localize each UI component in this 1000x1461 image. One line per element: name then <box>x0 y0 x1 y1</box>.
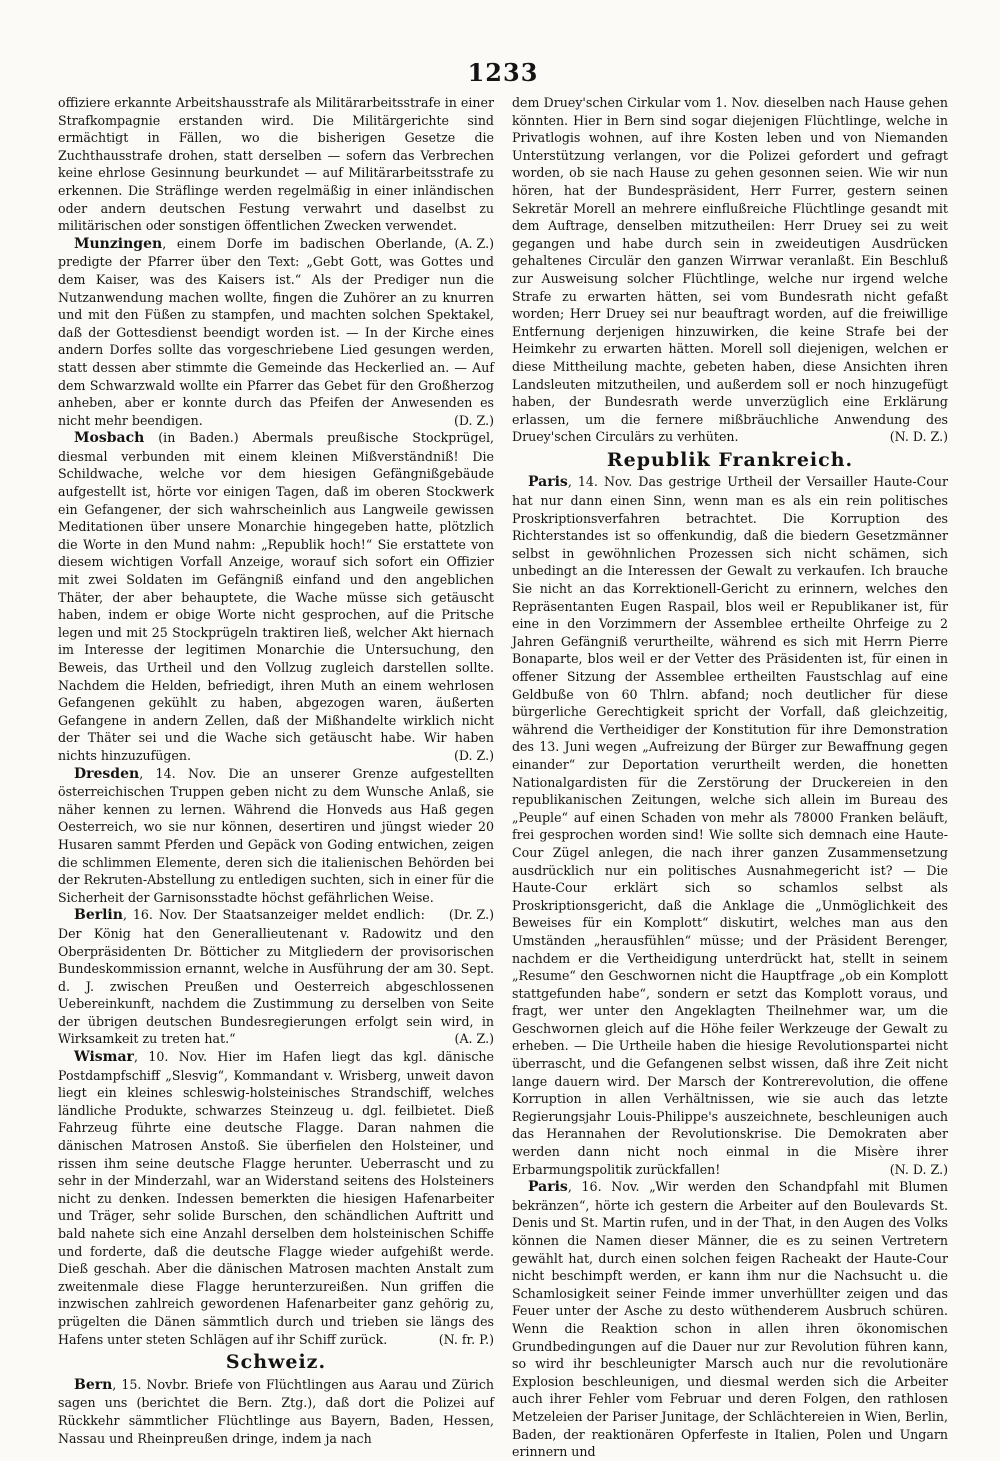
article-paragraph <box>512 473 948 1178</box>
newspaper-page <box>58 52 948 1460</box>
article-dateline: Munzingen <box>74 235 163 252</box>
left-column <box>58 94 494 1446</box>
article-paragraph <box>58 1048 494 1348</box>
article-dateline: Paris <box>528 474 568 491</box>
article-dateline: Berlin <box>74 907 123 924</box>
source-signature: (A. Z.) <box>454 235 494 251</box>
article-text: , 10. Nov. Hier im Hafen liegt das kgl. dänische Postdampfschiff „Slesvig“, Kommandant v. Wrisberg, unweit davon liegt ein kleines schleswig-holsteinisches Strandschiff, welches ländliche Produkte, schwarzes Steinzeug u. dgl. feilbietet. Dieß Fahrzeug führte eine deutsche Flagge. Daran nahmen die dänischen Matrosen Anstoß. Sie überfielen den Holsteiner, und rissen ihm seine deutsche Flagge herunter. Ueberrascht und zu sehr in der Minderzahl, war an Widerstand seitens des Holsteiners nicht zu denken. Indessen bemerkten die hiesigen Hafenarbeiter und Träger, sehr solide Burschen, den schändlichen Auftritt und bald nahete sich eine Anzahl derselben dem holsteinischen Schiffe und forderte, daß die deutsche Flagge wieder aufgehißt werde. Dieß geschah. Aber die dänischen Matrosen machten Anstalt zum zweitenmale diese Flagge herunterzureißen. Nun griffen die inzwischen zahlreich gewordenen Hafenarbeiter ganz gehörig zu, prügelten die Dänen sämmtlich durch und trieben sie längs des Hafens unter steten Schlägen auf ihr Schiff zurück. <box>58 1049 494 1347</box>
article-text: , 16. Nov. „Wir werden den Schandpfahl mit Blumen bekränzen“, hörte ich gestern die Arbeiter auf den Boulevards St. Denis und St. Martin rufen, und in der That, in den Augen des Volks können die Namen dieser Männer, die es zu seinen Vertretern gewählt hat, durch einen solchen feigen Racheakt der Haute-Cour nicht beschimpft werden, er kann ihm nur die Nachsucht u. die Schamlosigkeit seiner Feinde immer unverhüllter zeigen und das Feuer unter der Asche zu desto wüthenderem Ausbruch schüren. Wenn die Reaktion schon in allen ihren ökonomischen Grundbedingungen auf die Dauer nur zur Revolution führen kann, so wird ihr beschleunigter Marsch auch nur die revolutionäre Explosion beschleunigen, und diesmal werden sich die Arbeiter auch ihrer Fehler vom Februar und deren Folgen, den rathlosen Metzeleien der Pariser Junitage, der Schlächtereien in Wien, Berlin, Baden, der reaktionären Opferfeste in Italien, Polen und Ungarn erinnern und <box>512 1179 948 1460</box>
article-paragraph <box>58 1376 494 1447</box>
article-paragraph <box>512 1178 948 1461</box>
article-paragraph <box>58 429 494 764</box>
article-text: (in Baden.) Abermals preußische Stockprügel, diesmal verbunden mit einem kleinen Mißverständniß! Die Schildwache, welche vor dem hiesigen Gefängnißgebäude aufgestellt ist, hörte vor einigen Tagen, daß im oberen Stockwerk ein Gefangener, der sich wahrscheinlich aus Langweile gewissen Meditationen über unsere Monarchie hingegeben hatte, plötzlich die Worte in den Mund nahm: „Republik hoch!“ Sie erstattete von diesem wichtigen Vorfall Anzeige, worauf sich sofort ein Offizier mit zwei Soldaten im Gefängniß einfand und den angeblichen Thäter, der aber behauptete, die Wache müsse sich getäuscht haben, indem er obige Worte nicht gesprochen, auf die Pritsche legen und mit 25 Stockprügeln traktiren ließ, welcher Akt hiernach im Interesse der legitimen Monarchie die Untersuchung, den Beweis, das Urtheil und den Vollzug zugleich darstellen sollte. Nachdem die Helden, befriedigt, ihren Muth an einem wehrlosen Gefangenen gekühlt zu haben, abgezogen waren, äußerten Gefangene in andern Zellen, daß der Mißhandelte wirklich nicht der Thäter sei und die Wache sich getäuscht habe. Wir haben nichts hinzuzufügen. <box>58 430 494 763</box>
section-heading: Schweiz. <box>225 1351 327 1374</box>
section-heading: Republik Frankreich. <box>606 448 854 471</box>
article-dateline: Mosbach <box>74 430 145 447</box>
article-paragraph <box>58 906 494 1048</box>
article-dateline: Bern <box>74 1376 113 1393</box>
text-columns <box>58 94 948 1460</box>
article-paragraph <box>58 235 494 430</box>
article-text: , 15. Novbr. Briefe von Flüchtlingen aus Aarau und Zürich sagen uns (berichtet die Bern. Ztg.), daß dort die Polizei auf Rückkehr sämmtlicher Flüchtlinge aus Bayern, Baden, Hessen, Nassau und Rheinpreußen dringe, indem ja nach <box>58 1376 494 1446</box>
source-signature: (D. Z.) <box>453 412 494 428</box>
article-text: , 14. Nov. Die an unserer Grenze aufgestellten österreichischen Truppen geben nicht zu dem Wunsche Anlaß, sie näher kennen zu lernen. Während die Honveds aus Haß gegen Oesterreich, wo sie nur können, desertiren und jüngst wieder 20 Husaren sammt Pferden und Gepäck von Goding entwichen, zeigen die schlimmen Elemente, deren sich die italienischen Behörden bei der Rekruten-Abstellung zu entledigen suchten, sich in einer für die Sicherheit der Garnisonsstadte höchst gefährlichen Weise. <box>58 765 494 905</box>
article-text: offiziere erkannte Arbeitshausstrafe als Militärarbeitsstrafe in einer Strafkompagnie erstanden wird. Die Militärgerichte sind ermächtigt in Fällen, wo die bisherigen Gesetze die Zuchthausstrafe drohen, statt derselben — sofern das Verbrechen keine ehrlose Gesinnung beurkundet — auf Militärarbeitsstrafe zu erkennen. Die Sträflinge werden regelmäßig in einer inländischen oder andern deutschen Festung verwahrt und daselbst zu militärischen oder sonstigen öffentlichen Zwecken verwendet. <box>58 95 494 234</box>
source-signature: (A. Z.) <box>454 1031 494 1047</box>
article-dateline: Wismar <box>74 1049 134 1066</box>
page-number: 1233 <box>467 58 539 87</box>
article-text: , einem Dorfe im badischen Oberlande, predigte der Pfarrer über den Text: „Gebt Gott, was Gottes und dem Kaiser, was des Kaisers ist.“ Als der Prediger nun die Nutzanwendung machen wollte, fingen die Zuhörer an zu knurren und mit den Füßen zu stampfen, und machten solchen Spektakel, daß der Gottesdienst beendigt worden ist. — In der Kirche eines andern Dorfes sollte das vorgeschriebene Lied gesungen werden, statt dessen aber stimmte die Gemeinde das Heckerlied an. — Auf dem Schwarzwald wollte ein Pfarrer das Gebet für den Großherzog anheben, aber er konnte durch das Pfeifen der Anwesenden es nicht mehr beendigen. <box>58 235 494 428</box>
right-column <box>512 94 948 1460</box>
article-paragraph <box>512 94 948 446</box>
source-signature: (N. D. Z.) <box>889 1161 948 1177</box>
source-signature: (D. Z.) <box>453 747 494 763</box>
source-signature: (Dr. Z.) <box>448 907 494 923</box>
source-signature: (N. fr. P.) <box>438 1331 494 1347</box>
article-dateline: Paris <box>528 1179 568 1196</box>
article-dateline: Dresden <box>74 765 140 782</box>
article-text: dem Druey'schen Cirkular vom 1. Nov. dieselben nach Hause gehen könnten. Hier in Bern sind sogar diejenigen Flüchtlinge, welche in Privatlogis wohnen, auf ihre Kosten leben und von Niemanden Unterstützung verlangen, vor die Polizei gefordert und gefragt worden, ob sie nach Hause zu gehen gesonnen seien. Wie wir nun hören, hat der Bundespräsident, Herr Furrer, gestern seinen Sekretär Morell an mehrere einflußreiche Flüchtlinge gesandt mit dem Auftrage, denselben mitzutheilen: Herr Druey sei zu weit gegangen und habe durch sein in zweideutigen Ausdrücken gehaltenes Circulär den ganzen Wirrwar veranlaßt. Ein Beschluß zur Ausweisung solcher Flüchtlinge, welche nur irgend welche Strafe zu erwarten hätten, sei vom Bundesrath nicht gefaßt worden; Herr Druey sei nur beauftragt worden, auf die freiwillige Entfernung derjenigen hinzuwirken, die keine Strafe bei der Heimkehr zu erwarten hätten. Morell soll diejenigen, welchen er diese Mittheilung machte, gebeten haben, diese Ansichten ihren Landsleuten mitzutheilen, und außerdem soll er noch hinzugefügt haben, der Bundesrath werde unverzüglich eine Erklärung erlassen, um die fernere mißbräuchliche Anwendung des Druey'schen Circulärs zu verhüten. <box>512 95 948 445</box>
article-text: , 14. Nov. Das gestrige Urtheil der Versailler Haute-Cour hat nur dann einen Sinn, wenn man es als ein rein politisches Proskriptionsverfahren betrachtet. Die Korruption des Richterstandes ist so offenkundig, daß die biedern Gesetzmänner selbst in gewöhnlichen Prozessen sich nicht schämen, sich unbedingt an die Interessen der Gewalt zu verkaufen. Ich brauche Sie nicht an das Korrektionell-Gericht zu erinnern, welches den Repräsentanten Eugen Raspail, blos weil er Republikaner ist, für eine in den Vorzimmern der Assemblee ertheilte Ohrfeige zu 2 Jahren Gefängniß verurtheilte, während es sich mit Herrn Pierre Bonaparte, blos weil er der Vetter des Präsidenten ist, für einen in offener Sitzung der Assemblee ertheilten Faustschlag auf eine Geldbuße von 60 Thlrn. abfand; noch deutlicher für diese bürgerliche Gerechtigkeit spricht der Vorfall, daß gleichzeitig, während die Vertheidiger der Konstitution für ihre Demonstration des 13. Juni wegen „Aufreizung der Bürger zur Bewaffnung gegen einander“ zur Deportation verurtheilt werden, die honetten Nationalgardisten für die Zerstörung der Druckereien in den republikanischen Zeitungen, welche sich allein im Bureau des „Peuple“ auf einen Schaden von mehr als 78000 Franken beläuft, frei gesprochen worden sind! Wie sollte sich demnach eine Haute-Cour Zügel anlegen, die nach ihrer ganzen Zusammensetzung ausdrücklich nur ein politisches Ausnahmegericht ist? — Die Haute-Cour erklärt sich so schamlos selbst als Proskriptionsgericht, daß die Anklage die „Unmöglichkeit des Beweises für ein Komplott“ diskutirt, welches man aus den Umständen „herausfühlen“ müsse; und der Präsident Berenger, nachdem er die Vertheidigung unterdrückt hat, stellt in seinem „Resume“ den Geschwornen nicht die Hauptfrage „ob ein Komplott stattgefunden habe“, sondern er setzt das Komplott voraus, und fragt, wer unter den Angeklagten Theilnehmer war, um die Geschwornen gleich auf die Höhe feiler Werkzeuge der Gewalt zu erheben. — Die Urtheile haben die hiesige Revolutionspartei nicht überrascht, und die Gefangenen selbst wissen, daß ihre Zeit nicht lange dauern wird. Der Marsch der Kontrerevolution, die offene Korruption in allen Verhältnissen, wie sie auch das letzte Regierungsjahr Louis-Philippe's auszeichnete, beschleunigen auch das Herannahen der Revolutionskrise. Die Demokraten aber werden dann nicht noch einmal in die Misère ihrer Erbarmungspolitik zurückfallen! <box>512 474 948 1177</box>
article-text: , 16. Nov. Der Staatsanzeiger meldet endlich: Der König hat den Generallieutenant v. Radowitz und den Oberpräsidenten Dr. Bötticher zu Mitgliedern der provisorischen Bundeskommission ernannt, welche in Ausführung der am 30. Sept. d. J. zwischen Preußen und Oesterreich abgeschlossenen Uebereinkunft, nachdem die Zustimmung zu derselben von Seite der übrigen deutschen Bundesregierungen erfolgt sein wird, in Wirksamkeit zu treten hat.“ <box>58 907 494 1047</box>
source-signature: (N. D. Z.) <box>889 429 948 445</box>
